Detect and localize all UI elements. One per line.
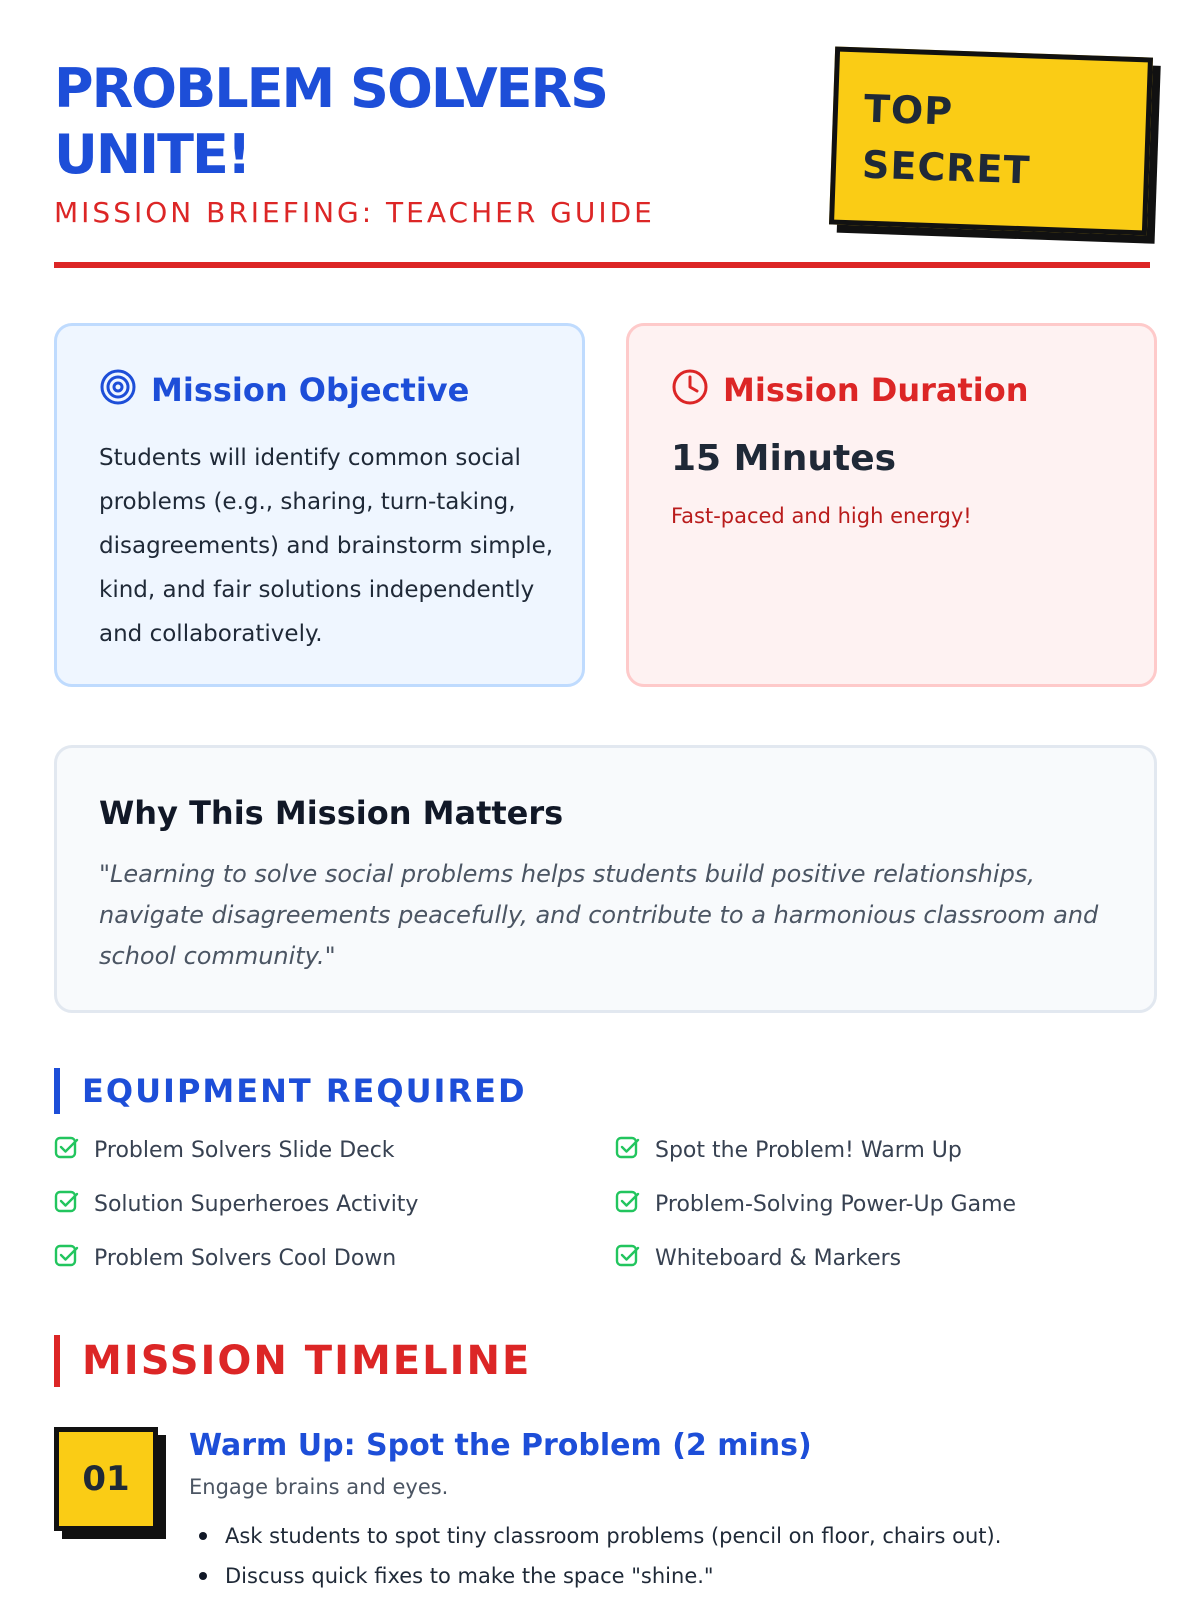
equipment-item-label: Whiteboard & Markers bbox=[655, 1245, 902, 1271]
timeline-step-bullets bbox=[189, 1516, 1001, 1596]
equipment-heading-bar bbox=[54, 1068, 60, 1114]
why-mission-matters-card bbox=[54, 745, 1157, 1013]
mission-duration-value: 15 Minutes bbox=[671, 438, 897, 479]
timeline-heading bbox=[54, 1335, 531, 1387]
stamp-box bbox=[829, 47, 1153, 236]
equipment-item-label: Spot the Problem! Warm Up bbox=[655, 1137, 962, 1163]
equipment-heading bbox=[54, 1068, 527, 1114]
step-number: 01 bbox=[54, 1427, 158, 1531]
page-subtitle: MISSION BRIEFING: TEACHER GUIDE bbox=[54, 196, 655, 229]
equipment-item-label: Problem Solvers Cool Down bbox=[94, 1245, 397, 1271]
stamp-line-2: SECRET bbox=[861, 142, 1032, 193]
mission-duration-header bbox=[671, 368, 1029, 411]
list-item bbox=[189, 1516, 1001, 1556]
checkbox-check-icon bbox=[54, 1189, 80, 1220]
checkbox-check-icon bbox=[615, 1243, 641, 1274]
equipment-item bbox=[54, 1243, 615, 1273]
timeline-heading-label: MISSION TIMELINE bbox=[82, 1338, 532, 1384]
equipment-list bbox=[54, 1135, 1154, 1273]
target-icon bbox=[99, 368, 137, 411]
stamp-line-1: TOP bbox=[863, 86, 954, 134]
equipment-item bbox=[54, 1189, 615, 1219]
why-mission-matters-quote: "Learning to solve social problems helps students build positive relationships, navigate disagreements peacefully, and contribute to a harmonious classroom and school community." bbox=[99, 860, 1099, 970]
timeline-step-title: Warm Up: Spot the Problem (2 mins) bbox=[189, 1428, 812, 1463]
mission-objective-title: Mission Objective bbox=[151, 370, 470, 409]
bullet-text: Ask students to spot tiny classroom problems (pencil on floor, chairs out). bbox=[225, 1524, 1002, 1548]
timeline-step-number-badge bbox=[54, 1427, 160, 1533]
checkbox-check-icon bbox=[615, 1189, 641, 1220]
equipment-item bbox=[615, 1189, 1154, 1219]
mission-objective-text: Students will identify common social problems (e.g., sharing, turn-taking, disagreements) and brainstorm simple, kind, and fair solutions independently and collaboratively. bbox=[99, 445, 554, 647]
why-mission-matters-title: Why This Mission Matters bbox=[99, 794, 564, 832]
equipment-item-label: Solution Superheroes Activity bbox=[94, 1191, 419, 1217]
bullet-dot bbox=[199, 1532, 207, 1540]
equipment-item bbox=[615, 1135, 1154, 1165]
equipment-item-label: Problem-Solving Power-Up Game bbox=[655, 1191, 1017, 1217]
top-secret-stamp bbox=[829, 47, 1153, 236]
checkbox-check-icon bbox=[54, 1243, 80, 1274]
timeline-heading-bar bbox=[54, 1335, 60, 1387]
equipment-item bbox=[54, 1135, 615, 1165]
bullet-text: Discuss quick fixes to make the space "shine." bbox=[225, 1564, 714, 1588]
bullet-dot bbox=[199, 1572, 207, 1580]
mission-duration-note: Fast-paced and high energy! bbox=[671, 504, 972, 528]
equipment-heading-label: EQUIPMENT REQUIRED bbox=[82, 1072, 527, 1110]
mission-duration-title: Mission Duration bbox=[723, 370, 1029, 409]
mission-objective-card bbox=[54, 323, 585, 687]
clock-icon bbox=[671, 368, 709, 411]
mission-objective-header bbox=[99, 368, 469, 411]
mission-duration-card bbox=[626, 323, 1157, 687]
equipment-item-label: Problem Solvers Slide Deck bbox=[94, 1137, 395, 1163]
list-item bbox=[189, 1556, 1001, 1596]
checkbox-check-icon bbox=[54, 1135, 80, 1166]
timeline-step-subtitle: Engage brains and eyes. bbox=[189, 1475, 449, 1499]
page-title: PROBLEM SOLVERS UNITE! bbox=[54, 57, 607, 186]
equipment-item bbox=[615, 1243, 1154, 1273]
checkbox-check-icon bbox=[615, 1135, 641, 1166]
header-divider bbox=[54, 262, 1150, 268]
